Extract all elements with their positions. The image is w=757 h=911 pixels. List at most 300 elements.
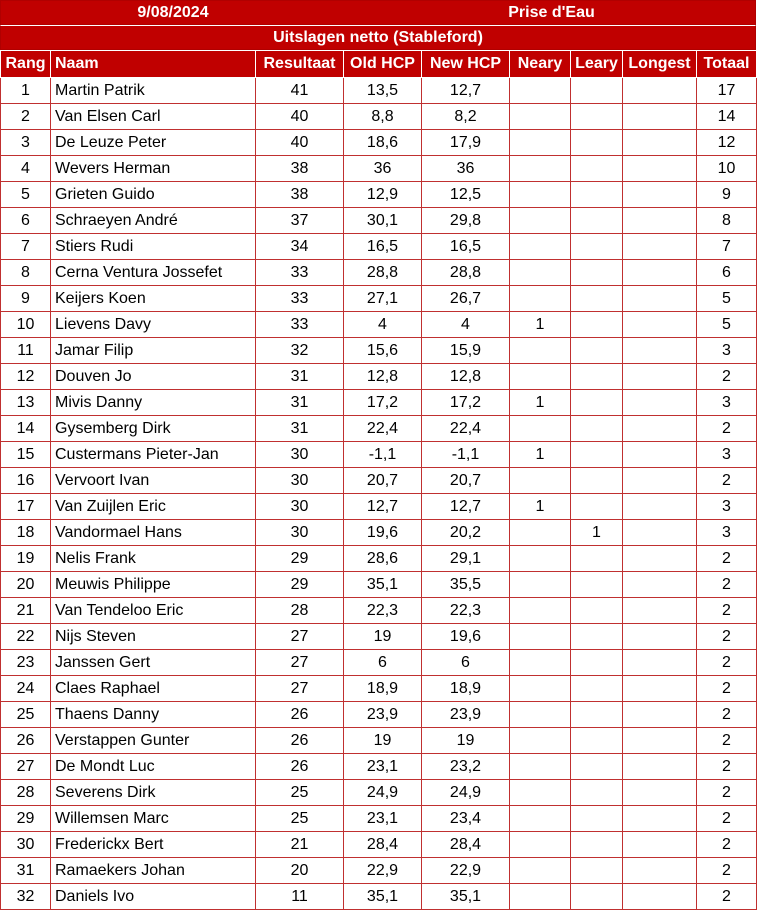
cell-leary [571, 754, 623, 780]
cell-neary [510, 156, 571, 182]
cell-new-hcp: 19 [422, 728, 510, 754]
cell-new-hcp: 22,4 [422, 416, 510, 442]
cell-leary [571, 364, 623, 390]
cell-totaal: 5 [697, 312, 757, 338]
cell-leary [571, 130, 623, 156]
cell-rang: 13 [1, 390, 51, 416]
cell-old-hcp: 12,7 [344, 494, 422, 520]
cell-new-hcp: 23,2 [422, 754, 510, 780]
cell-new-hcp: 22,9 [422, 858, 510, 884]
cell-leary [571, 234, 623, 260]
cell-leary [571, 416, 623, 442]
cell-naam: Lievens Davy [51, 312, 256, 338]
cell-rang: 26 [1, 728, 51, 754]
cell-totaal: 6 [697, 260, 757, 286]
cell-naam: Nelis Frank [51, 546, 256, 572]
cell-naam: De Leuze Peter [51, 130, 256, 156]
cell-totaal: 2 [697, 858, 757, 884]
table-row [1, 546, 757, 572]
cell-longest [623, 572, 697, 598]
cell-old-hcp: 16,5 [344, 234, 422, 260]
cell-new-hcp: 19,6 [422, 624, 510, 650]
cell-naam: Schraeyen André [51, 208, 256, 234]
column-header-rang: Rang [1, 51, 51, 78]
cell-longest [623, 156, 697, 182]
cell-old-hcp: 19,6 [344, 520, 422, 546]
cell-rang: 32 [1, 884, 51, 910]
cell-totaal: 10 [697, 156, 757, 182]
cell-resultaat: 38 [256, 156, 344, 182]
table-row [1, 832, 757, 858]
cell-neary [510, 780, 571, 806]
table-row [1, 364, 757, 390]
cell-longest [623, 728, 697, 754]
cell-rang: 17 [1, 494, 51, 520]
cell-naam: Daniels Ivo [51, 884, 256, 910]
column-header-new-hcp: New HCP [422, 51, 510, 78]
cell-resultaat: 27 [256, 650, 344, 676]
cell-leary [571, 338, 623, 364]
cell-naam: Cerna Ventura Jossefet [51, 260, 256, 286]
cell-totaal: 2 [697, 468, 757, 494]
cell-new-hcp: 29,8 [422, 208, 510, 234]
cell-totaal: 3 [697, 390, 757, 416]
cell-totaal: 7 [697, 234, 757, 260]
cell-longest [623, 364, 697, 390]
table-row [1, 468, 757, 494]
cell-totaal: 3 [697, 520, 757, 546]
cell-totaal: 2 [697, 364, 757, 390]
cell-longest [623, 884, 697, 910]
cell-totaal: 2 [697, 624, 757, 650]
cell-totaal: 3 [697, 442, 757, 468]
cell-totaal: 2 [697, 832, 757, 858]
cell-resultaat: 26 [256, 728, 344, 754]
cell-naam: Custermans Pieter-Jan [51, 442, 256, 468]
cell-naam: Janssen Gert [51, 650, 256, 676]
cell-old-hcp: 35,1 [344, 572, 422, 598]
cell-rang: 4 [1, 156, 51, 182]
cell-naam: Claes Raphael [51, 676, 256, 702]
cell-totaal: 8 [697, 208, 757, 234]
table-row [1, 260, 757, 286]
title-bar [0, 0, 756, 25]
cell-old-hcp: 27,1 [344, 286, 422, 312]
table-row [1, 780, 757, 806]
cell-resultaat: 37 [256, 208, 344, 234]
cell-leary [571, 182, 623, 208]
cell-naam: Van Tendeloo Eric [51, 598, 256, 624]
cell-old-hcp: 12,8 [344, 364, 422, 390]
cell-new-hcp: 17,2 [422, 390, 510, 416]
cell-leary [571, 286, 623, 312]
cell-totaal: 3 [697, 494, 757, 520]
cell-leary [571, 650, 623, 676]
cell-naam: Martin Patrik [51, 78, 256, 104]
cell-totaal: 3 [697, 338, 757, 364]
subtitle-bar [0, 25, 756, 50]
cell-rang: 10 [1, 312, 51, 338]
cell-neary [510, 234, 571, 260]
cell-totaal: 14 [697, 104, 757, 130]
cell-resultaat: 26 [256, 702, 344, 728]
cell-neary: 1 [510, 494, 571, 520]
cell-longest [623, 312, 697, 338]
cell-rang: 14 [1, 416, 51, 442]
cell-old-hcp: -1,1 [344, 442, 422, 468]
cell-rang: 9 [1, 286, 51, 312]
cell-naam: Stiers Rudi [51, 234, 256, 260]
table-row [1, 572, 757, 598]
cell-naam: De Mondt Luc [51, 754, 256, 780]
cell-totaal: 2 [697, 650, 757, 676]
cell-resultaat: 20 [256, 858, 344, 884]
cell-naam: Severens Dirk [51, 780, 256, 806]
cell-neary [510, 884, 571, 910]
cell-new-hcp: 24,9 [422, 780, 510, 806]
cell-old-hcp: 6 [344, 650, 422, 676]
cell-naam: Meuwis Philippe [51, 572, 256, 598]
cell-rang: 12 [1, 364, 51, 390]
table-row [1, 104, 757, 130]
cell-neary [510, 468, 571, 494]
cell-longest [623, 416, 697, 442]
cell-new-hcp: 26,7 [422, 286, 510, 312]
cell-totaal: 9 [697, 182, 757, 208]
cell-neary [510, 676, 571, 702]
column-header-longest: Longest [623, 51, 697, 78]
cell-old-hcp: 12,9 [344, 182, 422, 208]
cell-totaal: 2 [697, 806, 757, 832]
results-subtitle: Uitslagen netto (Stableford) [273, 29, 483, 46]
table-row [1, 442, 757, 468]
column-header-row [1, 51, 757, 78]
cell-resultaat: 25 [256, 780, 344, 806]
cell-resultaat: 30 [256, 494, 344, 520]
cell-leary [571, 806, 623, 832]
cell-neary [510, 702, 571, 728]
cell-neary: 1 [510, 312, 571, 338]
cell-resultaat: 27 [256, 676, 344, 702]
cell-old-hcp: 23,1 [344, 754, 422, 780]
table-row [1, 286, 757, 312]
cell-leary [571, 78, 623, 104]
cell-longest [623, 442, 697, 468]
cell-old-hcp: 17,2 [344, 390, 422, 416]
event-name: Prise d'Eau [508, 4, 595, 21]
table-row [1, 598, 757, 624]
cell-resultaat: 26 [256, 754, 344, 780]
cell-neary [510, 520, 571, 546]
cell-rang: 30 [1, 832, 51, 858]
cell-longest [623, 338, 697, 364]
cell-old-hcp: 22,4 [344, 416, 422, 442]
cell-old-hcp: 36 [344, 156, 422, 182]
cell-longest [623, 260, 697, 286]
cell-rang: 7 [1, 234, 51, 260]
cell-old-hcp: 28,8 [344, 260, 422, 286]
cell-neary [510, 104, 571, 130]
cell-rang: 25 [1, 702, 51, 728]
cell-rang: 22 [1, 624, 51, 650]
cell-resultaat: 27 [256, 624, 344, 650]
cell-neary [510, 624, 571, 650]
cell-naam: Wevers Herman [51, 156, 256, 182]
cell-rang: 11 [1, 338, 51, 364]
cell-naam: Verstappen Gunter [51, 728, 256, 754]
cell-rang: 8 [1, 260, 51, 286]
cell-old-hcp: 22,3 [344, 598, 422, 624]
cell-totaal: 2 [697, 572, 757, 598]
table-row [1, 130, 757, 156]
cell-neary [510, 728, 571, 754]
cell-totaal: 12 [697, 130, 757, 156]
cell-new-hcp: 20,7 [422, 468, 510, 494]
cell-naam: Vervoort Ivan [51, 468, 256, 494]
cell-old-hcp: 19 [344, 624, 422, 650]
cell-rang: 3 [1, 130, 51, 156]
cell-neary [510, 546, 571, 572]
cell-longest [623, 286, 697, 312]
cell-resultaat: 31 [256, 390, 344, 416]
results-table [0, 50, 757, 910]
cell-totaal: 17 [697, 78, 757, 104]
cell-longest [623, 104, 697, 130]
cell-neary: 1 [510, 390, 571, 416]
table-row [1, 494, 757, 520]
cell-totaal: 2 [697, 754, 757, 780]
cell-new-hcp: 22,3 [422, 598, 510, 624]
cell-rang: 21 [1, 598, 51, 624]
cell-leary [571, 156, 623, 182]
cell-naam: Ramaekers Johan [51, 858, 256, 884]
cell-neary [510, 260, 571, 286]
cell-naam: Gysemberg Dirk [51, 416, 256, 442]
cell-new-hcp: 36 [422, 156, 510, 182]
cell-rang: 15 [1, 442, 51, 468]
cell-rang: 29 [1, 806, 51, 832]
cell-new-hcp: 23,4 [422, 806, 510, 832]
cell-rang: 24 [1, 676, 51, 702]
cell-new-hcp: 6 [422, 650, 510, 676]
cell-totaal: 5 [697, 286, 757, 312]
cell-rang: 27 [1, 754, 51, 780]
cell-rang: 20 [1, 572, 51, 598]
column-header-old-hcp: Old HCP [344, 51, 422, 78]
cell-resultaat: 11 [256, 884, 344, 910]
cell-rang: 1 [1, 78, 51, 104]
cell-resultaat: 33 [256, 312, 344, 338]
cell-naam: Mivis Danny [51, 390, 256, 416]
cell-leary [571, 546, 623, 572]
cell-longest [623, 468, 697, 494]
table-row [1, 858, 757, 884]
cell-old-hcp: 24,9 [344, 780, 422, 806]
cell-naam: Grieten Guido [51, 182, 256, 208]
cell-naam: Jamar Filip [51, 338, 256, 364]
table-row [1, 78, 757, 104]
cell-leary [571, 832, 623, 858]
cell-rang: 23 [1, 650, 51, 676]
cell-old-hcp: 8,8 [344, 104, 422, 130]
cell-rang: 6 [1, 208, 51, 234]
cell-naam: Vandormael Hans [51, 520, 256, 546]
cell-new-hcp: 4 [422, 312, 510, 338]
cell-resultaat: 34 [256, 234, 344, 260]
cell-rang: 19 [1, 546, 51, 572]
table-row [1, 650, 757, 676]
cell-leary [571, 884, 623, 910]
cell-resultaat: 40 [256, 104, 344, 130]
cell-new-hcp: -1,1 [422, 442, 510, 468]
cell-old-hcp: 13,5 [344, 78, 422, 104]
cell-leary [571, 104, 623, 130]
cell-leary [571, 208, 623, 234]
cell-naam: Nijs Steven [51, 624, 256, 650]
cell-naam: Keijers Koen [51, 286, 256, 312]
cell-old-hcp: 23,1 [344, 806, 422, 832]
cell-totaal: 2 [697, 546, 757, 572]
cell-leary [571, 260, 623, 286]
table-row [1, 234, 757, 260]
cell-new-hcp: 17,9 [422, 130, 510, 156]
cell-old-hcp: 35,1 [344, 884, 422, 910]
cell-old-hcp: 18,6 [344, 130, 422, 156]
cell-leary [571, 858, 623, 884]
cell-old-hcp: 4 [344, 312, 422, 338]
cell-totaal: 2 [697, 884, 757, 910]
table-row [1, 208, 757, 234]
cell-longest [623, 208, 697, 234]
table-row [1, 806, 757, 832]
column-header-naam: Naam [51, 51, 256, 78]
cell-longest [623, 546, 697, 572]
cell-old-hcp: 19 [344, 728, 422, 754]
column-header-leary: Leary [571, 51, 623, 78]
cell-resultaat: 31 [256, 364, 344, 390]
table-row [1, 312, 757, 338]
cell-neary [510, 650, 571, 676]
cell-old-hcp: 30,1 [344, 208, 422, 234]
cell-leary [571, 598, 623, 624]
cell-naam: Thaens Danny [51, 702, 256, 728]
cell-neary [510, 806, 571, 832]
cell-neary [510, 78, 571, 104]
cell-longest [623, 494, 697, 520]
table-row [1, 520, 757, 546]
cell-longest [623, 78, 697, 104]
table-row [1, 338, 757, 364]
cell-longest [623, 676, 697, 702]
cell-rang: 28 [1, 780, 51, 806]
column-header-totaal: Totaal [697, 51, 757, 78]
cell-neary [510, 182, 571, 208]
cell-new-hcp: 12,8 [422, 364, 510, 390]
cell-new-hcp: 29,1 [422, 546, 510, 572]
cell-leary [571, 468, 623, 494]
cell-longest [623, 806, 697, 832]
cell-new-hcp: 12,7 [422, 78, 510, 104]
cell-resultaat: 32 [256, 338, 344, 364]
cell-leary [571, 442, 623, 468]
cell-neary [510, 208, 571, 234]
cell-resultaat: 38 [256, 182, 344, 208]
results-body [1, 78, 757, 910]
cell-resultaat: 29 [256, 572, 344, 598]
event-date: 9/08/2024 [137, 4, 209, 21]
cell-neary: 1 [510, 442, 571, 468]
cell-neary [510, 598, 571, 624]
cell-new-hcp: 8,2 [422, 104, 510, 130]
cell-totaal: 2 [697, 676, 757, 702]
cell-neary [510, 572, 571, 598]
cell-new-hcp: 18,9 [422, 676, 510, 702]
cell-rang: 18 [1, 520, 51, 546]
cell-longest [623, 234, 697, 260]
cell-old-hcp: 18,9 [344, 676, 422, 702]
cell-longest [623, 182, 697, 208]
cell-totaal: 2 [697, 728, 757, 754]
table-row [1, 728, 757, 754]
cell-leary [571, 676, 623, 702]
cell-leary [571, 572, 623, 598]
table-row [1, 702, 757, 728]
cell-naam: Van Elsen Carl [51, 104, 256, 130]
cell-new-hcp: 35,1 [422, 884, 510, 910]
cell-resultaat: 28 [256, 598, 344, 624]
cell-leary [571, 780, 623, 806]
cell-leary [571, 624, 623, 650]
cell-naam: Frederickx Bert [51, 832, 256, 858]
cell-resultaat: 29 [256, 546, 344, 572]
cell-longest [623, 624, 697, 650]
table-row [1, 182, 757, 208]
cell-rang: 2 [1, 104, 51, 130]
cell-naam: Van Zuijlen Eric [51, 494, 256, 520]
cell-resultaat: 31 [256, 416, 344, 442]
cell-neary [510, 338, 571, 364]
cell-new-hcp: 28,4 [422, 832, 510, 858]
cell-longest [623, 520, 697, 546]
cell-old-hcp: 22,9 [344, 858, 422, 884]
cell-new-hcp: 28,8 [422, 260, 510, 286]
table-row [1, 416, 757, 442]
cell-longest [623, 130, 697, 156]
table-row [1, 676, 757, 702]
cell-neary [510, 832, 571, 858]
cell-leary [571, 390, 623, 416]
cell-rang: 31 [1, 858, 51, 884]
cell-totaal: 2 [697, 780, 757, 806]
cell-old-hcp: 23,9 [344, 702, 422, 728]
cell-resultaat: 40 [256, 130, 344, 156]
cell-longest [623, 858, 697, 884]
cell-new-hcp: 12,7 [422, 494, 510, 520]
cell-resultaat: 25 [256, 806, 344, 832]
cell-new-hcp: 35,5 [422, 572, 510, 598]
cell-totaal: 2 [697, 702, 757, 728]
column-header-neary: Neary [510, 51, 571, 78]
table-row [1, 754, 757, 780]
cell-neary [510, 286, 571, 312]
cell-old-hcp: 28,4 [344, 832, 422, 858]
cell-resultaat: 30 [256, 520, 344, 546]
cell-leary [571, 312, 623, 338]
cell-neary [510, 130, 571, 156]
cell-longest [623, 702, 697, 728]
cell-totaal: 2 [697, 598, 757, 624]
cell-resultaat: 33 [256, 286, 344, 312]
